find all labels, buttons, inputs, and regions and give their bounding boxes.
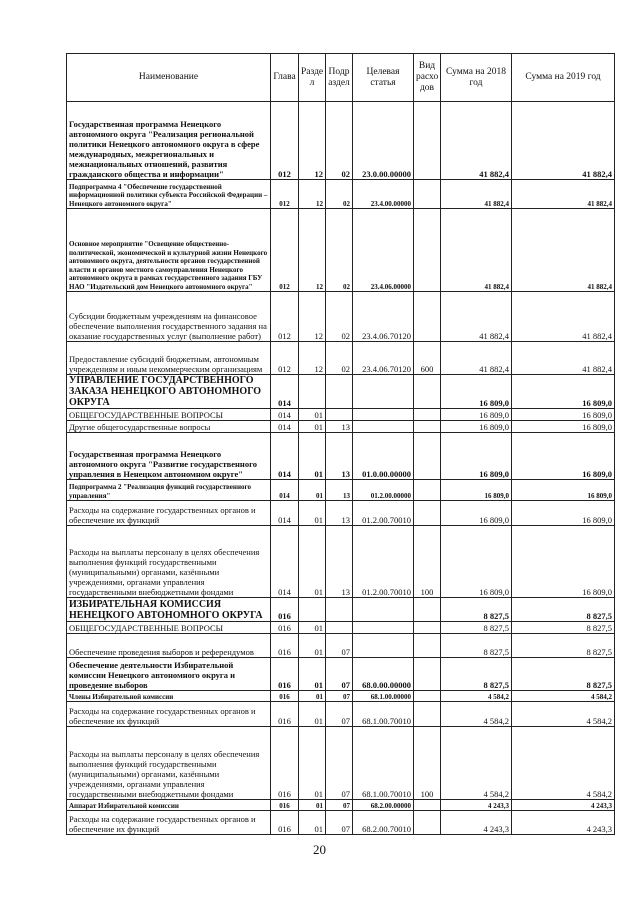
table-row bbox=[67, 209, 615, 292]
row-glava: 012 bbox=[271, 209, 299, 292]
col-header-target: Целевая статья bbox=[353, 54, 414, 102]
row-podrazdel: 13 bbox=[326, 526, 353, 598]
row-name: Члены Избирательной комиссии bbox=[67, 691, 271, 702]
row-podrazdel bbox=[326, 409, 353, 421]
col-header-razdel: Разде л bbox=[299, 54, 326, 102]
row-name: Обеспечение деятельности Избирательной комиссии Ненецкого автономного округа и проведение выборов bbox=[67, 658, 271, 691]
row-name: Обеспечение проведения выборов и референдумов bbox=[67, 634, 271, 658]
row-sum2018: 4 584,2 bbox=[441, 727, 512, 800]
row-razdel: 12 bbox=[299, 292, 326, 342]
row-razdel: 01 bbox=[299, 702, 326, 727]
row-razdel: 12 bbox=[299, 180, 326, 209]
table-row bbox=[67, 501, 615, 526]
row-target: 01.0.00.00000 bbox=[353, 433, 414, 480]
row-target: 01.2.00.70010 bbox=[353, 526, 414, 598]
row-podrazdel bbox=[326, 622, 353, 634]
row-target: 68.1.00.70010 bbox=[353, 702, 414, 727]
row-razdel: 01 bbox=[299, 526, 326, 598]
row-podrazdel: 02 bbox=[326, 342, 353, 375]
row-name: Аппарат Избирательной комиссии bbox=[67, 800, 271, 811]
row-glava: 016 bbox=[271, 702, 299, 727]
row-vid: 100 bbox=[414, 526, 441, 598]
table-row bbox=[67, 811, 615, 835]
row-razdel: 01 bbox=[299, 501, 326, 526]
table-row bbox=[67, 622, 615, 634]
row-sum2019: 41 882,4 bbox=[512, 102, 615, 180]
header-row bbox=[67, 54, 615, 102]
row-razdel: 12 bbox=[299, 209, 326, 292]
row-razdel bbox=[299, 598, 326, 622]
row-razdel: 01 bbox=[299, 480, 326, 501]
col-header-sum2019: Сумма на 2019 год bbox=[512, 54, 615, 102]
row-target: 68.0.00.00000 bbox=[353, 658, 414, 691]
row-glava: 012 bbox=[271, 102, 299, 180]
row-sum2018: 16 809,0 bbox=[441, 480, 512, 501]
row-vid bbox=[414, 634, 441, 658]
row-sum2019: 41 882,4 bbox=[512, 180, 615, 209]
row-name: Государственная программа Ненецкого автономного округа "Развитие государственного управления в Ненецком автономном округе" bbox=[67, 433, 271, 480]
row-glava: 014 bbox=[271, 501, 299, 526]
row-name: Субсидии бюджетным учреждениям на финансовое обеспечение выполнения государственного задания на оказание государственных услуг (выполнение работ) bbox=[67, 292, 271, 342]
row-target: 01.2.00.70010 bbox=[353, 501, 414, 526]
row-target: 68.2.00.70010 bbox=[353, 811, 414, 835]
row-vid bbox=[414, 375, 441, 409]
row-vid bbox=[414, 292, 441, 342]
row-name: Предоставление субсидий бюджетным, автономным учреждениям и иным некоммерческим организациям bbox=[67, 342, 271, 375]
row-razdel bbox=[299, 375, 326, 409]
row-name: ОБЩЕГОСУДАРСТВЕННЫЕ ВОПРОСЫ bbox=[67, 409, 271, 421]
row-target: 23.4.06.70120 bbox=[353, 342, 414, 375]
row-glava: 012 bbox=[271, 342, 299, 375]
row-podrazdel: 02 bbox=[326, 180, 353, 209]
row-sum2019: 4 584,2 bbox=[512, 702, 615, 727]
row-razdel: 01 bbox=[299, 727, 326, 800]
row-razdel: 12 bbox=[299, 342, 326, 375]
row-razdel: 01 bbox=[299, 634, 326, 658]
row-sum2018: 41 882,4 bbox=[441, 209, 512, 292]
row-name: УПРАВЛЕНИЕ ГОСУДАРСТВЕННОГО ЗАКАЗА НЕНЕЦКОГО АВТОНОМНОГО ОКРУГА bbox=[67, 375, 271, 409]
row-vid bbox=[414, 598, 441, 622]
row-vid bbox=[414, 622, 441, 634]
row-sum2018: 41 882,4 bbox=[441, 292, 512, 342]
row-glava: 016 bbox=[271, 622, 299, 634]
row-sum2018: 8 827,5 bbox=[441, 598, 512, 622]
row-target bbox=[353, 421, 414, 433]
row-vid: 600 bbox=[414, 342, 441, 375]
row-sum2019: 8 827,5 bbox=[512, 598, 615, 622]
table-row bbox=[67, 375, 615, 409]
row-sum2019: 4 584,2 bbox=[512, 727, 615, 800]
row-glava: 012 bbox=[271, 292, 299, 342]
row-podrazdel bbox=[326, 375, 353, 409]
table-row bbox=[67, 598, 615, 622]
row-vid bbox=[414, 658, 441, 691]
col-header-vid: Вид расхо дов bbox=[414, 54, 441, 102]
row-vid bbox=[414, 433, 441, 480]
row-glava: 014 bbox=[271, 526, 299, 598]
col-header-name: Наименование bbox=[67, 54, 271, 102]
row-vid bbox=[414, 501, 441, 526]
row-sum2019: 8 827,5 bbox=[512, 634, 615, 658]
row-razdel: 01 bbox=[299, 421, 326, 433]
row-target: 23.4.00.00000 bbox=[353, 180, 414, 209]
row-razdel: 01 bbox=[299, 658, 326, 691]
row-target bbox=[353, 622, 414, 634]
row-target: 01.2.00.00000 bbox=[353, 480, 414, 501]
row-sum2018: 4 243,3 bbox=[441, 800, 512, 811]
row-sum2019: 4 243,3 bbox=[512, 800, 615, 811]
row-glava: 014 bbox=[271, 421, 299, 433]
table-row bbox=[67, 102, 615, 180]
row-sum2019: 4 584,2 bbox=[512, 691, 615, 702]
row-vid bbox=[414, 421, 441, 433]
row-podrazdel: 13 bbox=[326, 480, 353, 501]
row-glava: 016 bbox=[271, 658, 299, 691]
row-sum2018: 8 827,5 bbox=[441, 634, 512, 658]
row-podrazdel: 02 bbox=[326, 209, 353, 292]
row-sum2019: 41 882,4 bbox=[512, 342, 615, 375]
row-sum2019: 8 827,5 bbox=[512, 622, 615, 634]
table-row bbox=[67, 480, 615, 501]
row-name: ОБЩЕГОСУДАРСТВЕННЫЕ ВОПРОСЫ bbox=[67, 622, 271, 634]
budget-table bbox=[66, 53, 615, 835]
row-podrazdel: 07 bbox=[326, 811, 353, 835]
row-sum2019: 41 882,4 bbox=[512, 292, 615, 342]
row-sum2018: 16 809,0 bbox=[441, 409, 512, 421]
row-sum2018: 16 809,0 bbox=[441, 433, 512, 480]
row-razdel: 01 bbox=[299, 409, 326, 421]
row-sum2019: 8 827,5 bbox=[512, 658, 615, 691]
row-sum2018: 8 827,5 bbox=[441, 658, 512, 691]
table-row bbox=[67, 727, 615, 800]
row-glava: 016 bbox=[271, 634, 299, 658]
row-sum2019: 16 809,0 bbox=[512, 375, 615, 409]
row-target: 23.4.06.00000 bbox=[353, 209, 414, 292]
row-glava: 016 bbox=[271, 800, 299, 811]
row-sum2019: 4 243,3 bbox=[512, 811, 615, 835]
row-name: Государственная программа Ненецкого автономного округа "Реализация региональной политики Ненецкого автономного округа в сфере международных, межрегиональных и межнациональных отношений, развития гражданского общества и информации" bbox=[67, 102, 271, 180]
row-name: Расходы на содержание государственных органов и обеспечение их функций bbox=[67, 702, 271, 727]
row-vid bbox=[414, 691, 441, 702]
row-sum2018: 16 809,0 bbox=[441, 375, 512, 409]
row-name: Подпрограмма 4 "Обеспечение государственной информационной политики субъекта Российской Федерации – Ненецкого автономного округа" bbox=[67, 180, 271, 209]
row-glava: 016 bbox=[271, 727, 299, 800]
table-row bbox=[67, 691, 615, 702]
row-target: 68.1.00.00000 bbox=[353, 691, 414, 702]
row-sum2018: 4 584,2 bbox=[441, 691, 512, 702]
row-podrazdel: 07 bbox=[326, 634, 353, 658]
row-target bbox=[353, 375, 414, 409]
row-target bbox=[353, 634, 414, 658]
row-name: Подпрограмма 2 "Реализация функций государственного управления" bbox=[67, 480, 271, 501]
row-sum2018: 41 882,4 bbox=[441, 102, 512, 180]
table-row bbox=[67, 342, 615, 375]
row-vid bbox=[414, 102, 441, 180]
row-glava: 014 bbox=[271, 375, 299, 409]
row-sum2018: 8 827,5 bbox=[441, 622, 512, 634]
row-target: 23.0.00.00000 bbox=[353, 102, 414, 180]
row-target: 68.1.00.70010 bbox=[353, 727, 414, 800]
row-sum2018: 41 882,4 bbox=[441, 342, 512, 375]
row-target: 68.2.00.00000 bbox=[353, 800, 414, 811]
row-podrazdel: 07 bbox=[326, 702, 353, 727]
row-sum2018: 4 243,3 bbox=[441, 811, 512, 835]
row-name: ИЗБИРАТЕЛЬНАЯ КОМИССИЯ НЕНЕЦКОГО АВТОНОМНОГО ОКРУГА bbox=[67, 598, 271, 622]
row-target: 23.4.06.70120 bbox=[353, 292, 414, 342]
row-vid bbox=[414, 209, 441, 292]
row-glava: 012 bbox=[271, 180, 299, 209]
row-sum2019: 16 809,0 bbox=[512, 409, 615, 421]
row-sum2018: 16 809,0 bbox=[441, 501, 512, 526]
row-sum2018: 41 882,4 bbox=[441, 180, 512, 209]
row-glava: 016 bbox=[271, 691, 299, 702]
col-header-sum2018: Сумма на 2018 год bbox=[441, 54, 512, 102]
row-name: Расходы на содержание государственных органов и обеспечение их функций bbox=[67, 501, 271, 526]
row-vid bbox=[414, 409, 441, 421]
row-name: Основное мероприятие "Освещение общественно-политической, экономической и культурной жизни Ненецкого автономного округа, деятельности органов государственной власти и органов местного самоуправления Ненецкого автономного округа в рамках государственного задания ГБУ НАО "Издательский дом Ненецкого автономного округа" bbox=[67, 209, 271, 292]
table-row bbox=[67, 292, 615, 342]
row-sum2018: 16 809,0 bbox=[441, 526, 512, 598]
row-sum2019: 41 882,4 bbox=[512, 209, 615, 292]
row-name: Расходы на выплаты персоналу в целях обеспечения выполнения функций государственными (муниципальными) органами, казёнными учреждениями, органами управления государственными внебюджетными фондами bbox=[67, 526, 271, 598]
row-name: Другие общегосударственные вопросы bbox=[67, 421, 271, 433]
row-podrazdel: 13 bbox=[326, 433, 353, 480]
col-header-glava: Глава bbox=[271, 54, 299, 102]
row-podrazdel: 07 bbox=[326, 691, 353, 702]
page-number: 20 bbox=[313, 842, 326, 857]
row-glava: 016 bbox=[271, 598, 299, 622]
row-sum2019: 16 809,0 bbox=[512, 480, 615, 501]
row-podrazdel bbox=[326, 598, 353, 622]
row-vid bbox=[414, 702, 441, 727]
row-podrazdel: 13 bbox=[326, 421, 353, 433]
row-sum2018: 16 809,0 bbox=[441, 421, 512, 433]
row-podrazdel: 07 bbox=[326, 800, 353, 811]
row-glava: 016 bbox=[271, 811, 299, 835]
row-razdel: 01 bbox=[299, 691, 326, 702]
row-vid bbox=[414, 180, 441, 209]
row-sum2019: 16 809,0 bbox=[512, 526, 615, 598]
row-sum2019: 16 809,0 bbox=[512, 433, 615, 480]
row-target bbox=[353, 598, 414, 622]
table-row bbox=[67, 433, 615, 480]
row-glava: 014 bbox=[271, 409, 299, 421]
table-row bbox=[67, 409, 615, 421]
table-row bbox=[67, 658, 615, 691]
table-row bbox=[67, 702, 615, 727]
row-sum2019: 16 809,0 bbox=[512, 421, 615, 433]
row-razdel: 01 bbox=[299, 433, 326, 480]
row-vid bbox=[414, 811, 441, 835]
col-header-podrazdel: Подр аздел bbox=[326, 54, 353, 102]
table-row bbox=[67, 526, 615, 598]
row-podrazdel: 02 bbox=[326, 102, 353, 180]
row-razdel: 01 bbox=[299, 800, 326, 811]
row-razdel: 01 bbox=[299, 811, 326, 835]
row-target bbox=[353, 409, 414, 421]
row-glava: 014 bbox=[271, 480, 299, 501]
row-podrazdel: 13 bbox=[326, 501, 353, 526]
row-name: Расходы на выплаты персоналу в целях обеспечения выполнения функций государственными (муниципальными) органами, казёнными учреждениями, органами управления государственными внебюджетными фондами bbox=[67, 727, 271, 800]
row-podrazdel: 07 bbox=[326, 727, 353, 800]
row-podrazdel: 07 bbox=[326, 658, 353, 691]
table-row bbox=[67, 180, 615, 209]
row-vid bbox=[414, 480, 441, 501]
row-vid: 100 bbox=[414, 727, 441, 800]
row-sum2019: 16 809,0 bbox=[512, 501, 615, 526]
table-row bbox=[67, 800, 615, 811]
row-vid bbox=[414, 800, 441, 811]
row-podrazdel: 02 bbox=[326, 292, 353, 342]
row-razdel: 12 bbox=[299, 102, 326, 180]
row-glava: 014 bbox=[271, 433, 299, 480]
row-razdel: 01 bbox=[299, 622, 326, 634]
row-sum2018: 4 584,2 bbox=[441, 702, 512, 727]
table-row bbox=[67, 634, 615, 658]
row-name: Расходы на содержание государственных органов и обеспечение их функций bbox=[67, 811, 271, 835]
table-row bbox=[67, 421, 615, 433]
